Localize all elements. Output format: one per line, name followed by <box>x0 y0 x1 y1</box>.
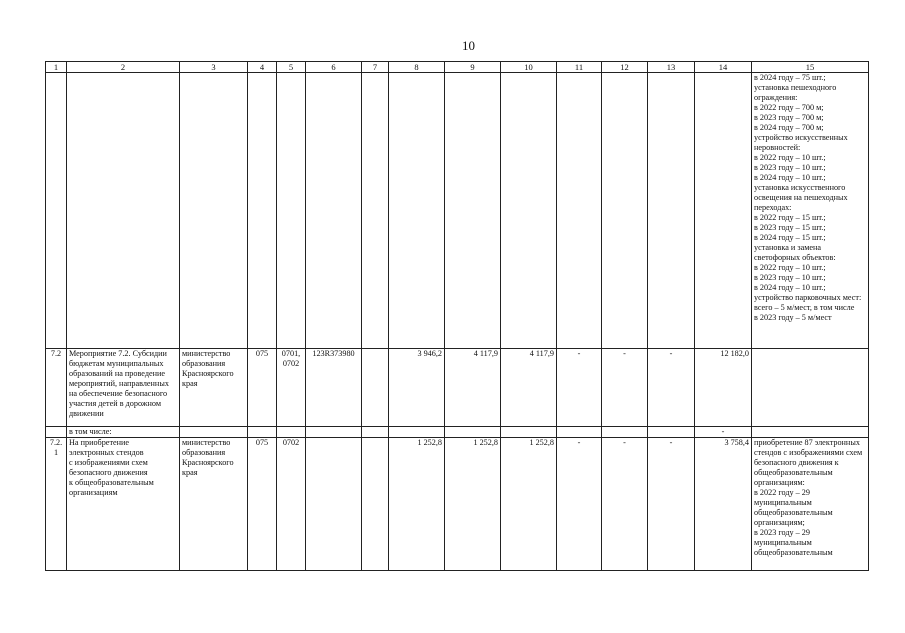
table-row-continuation <box>46 73 869 349</box>
result-line: в 2024 году – 10 шт.; <box>754 173 826 182</box>
header-col-2: 2 <box>67 62 180 73</box>
header-row <box>46 62 869 73</box>
col-11-value: - <box>557 349 602 427</box>
header-col-15: 15 <box>752 62 869 73</box>
result-line: установка пешеходного <box>754 83 837 92</box>
result-line: всего – 5 м/мест, в том числе <box>754 303 855 312</box>
expected-result <box>752 349 869 427</box>
col-13-value: - <box>648 438 695 571</box>
result-line: ограждения: <box>754 93 798 102</box>
result-line: освещения на пешеходных <box>754 193 848 202</box>
result-line: в 2022 году – 15 шт.; <box>754 213 826 222</box>
header-col-10: 10 <box>501 62 557 73</box>
section-code-value: 0701, 0702 <box>281 349 301 368</box>
header-col-3: 3 <box>180 62 248 73</box>
expense-type-code <box>362 349 389 427</box>
header-col-8: 8 <box>389 62 445 73</box>
amount-2022: 3 946,2 <box>389 349 445 427</box>
amount-2023: 4 117,9 <box>445 349 501 427</box>
responsible-agency: министерство образования Красноярского края <box>180 438 248 571</box>
target-article-code: 123R373980 <box>306 349 362 427</box>
amount-2023: 1 252,8 <box>445 438 501 571</box>
result-line: устройство парковочных мест: <box>754 293 862 302</box>
header-col-1: 1 <box>46 62 67 73</box>
result-line: в 2022 году – 700 м; <box>754 103 824 112</box>
row-number: 7.2 <box>46 349 67 427</box>
result-line: в 2023 году – 15 шт.; <box>754 223 826 232</box>
amount-2024: 4 117,9 <box>501 349 557 427</box>
result-line: в 2022 году – 10 шт.; <box>754 263 826 272</box>
section-code: 0702 <box>277 438 306 571</box>
total-amount: 3 758,4 <box>695 438 752 571</box>
total-amount: 12 182,0 <box>695 349 752 427</box>
col-12-value: - <box>602 438 648 571</box>
section-code <box>277 349 306 427</box>
continuation-result-cell <box>752 73 869 349</box>
header-col-5: 5 <box>277 62 306 73</box>
result-line: устройство искусственных <box>754 133 848 142</box>
result-line: в 2024 году – 700 м; <box>754 123 824 132</box>
expected-result-text: приобретение 87 электронных стендов с изображениями схем безопасного движения к общеобразовательным организациям: в 2022 году – 29 муниципальным общеобразовательным организациям; в 2023 году – 29 муниципальным общеобразовательным <box>754 438 863 557</box>
result-line: неровностей: <box>754 143 801 152</box>
table-row-7-2-1 <box>46 438 869 571</box>
grbs-code: 075 <box>248 349 277 427</box>
header-col-13: 13 <box>648 62 695 73</box>
result-line: в 2023 году – 5 м/мест <box>754 313 832 322</box>
col-11-value: - <box>557 438 602 571</box>
amount-2024: 1 252,8 <box>501 438 557 571</box>
result-line: установка и замена <box>754 243 822 252</box>
responsible-agency: министерство образования Красноярского края <box>180 349 248 427</box>
result-line: в 2023 году – 10 шт.; <box>754 273 826 282</box>
header-col-6: 6 <box>306 62 362 73</box>
table-row-including <box>46 427 869 438</box>
result-line: в 2024 году – 15 шт.; <box>754 233 826 242</box>
including-total: - <box>695 427 752 438</box>
col-12-value: - <box>602 349 648 427</box>
result-line: в 2024 году – 75 шт.; <box>754 73 826 82</box>
expense-type-code <box>362 438 389 571</box>
header-col-14: 14 <box>695 62 752 73</box>
result-line: установка искусственного <box>754 183 846 192</box>
result-line: переходах: <box>754 203 792 212</box>
result-line: в 2023 году – 700 м; <box>754 113 824 122</box>
header-col-4: 4 <box>248 62 277 73</box>
measure-name-text: На приобретение электронных стендов с изображениями схем безопасного движения к общеобразовательным организациям <box>69 438 154 497</box>
result-line: в 2024 году – 10 шт.; <box>754 283 826 292</box>
header-col-12: 12 <box>602 62 648 73</box>
program-table <box>45 61 869 571</box>
result-line: в 2022 году – 10 шт.; <box>754 153 826 162</box>
row-number: 7.2.1 <box>46 438 67 571</box>
grbs-code: 075 <box>248 438 277 571</box>
page-number: 10 <box>462 38 475 53</box>
target-article-code <box>306 438 362 571</box>
header-col-11: 11 <box>557 62 602 73</box>
table-row-7-2 <box>46 349 869 427</box>
amount-2022: 1 252,8 <box>389 438 445 571</box>
measure-name <box>67 438 180 571</box>
header-col-7: 7 <box>362 62 389 73</box>
header-col-9: 9 <box>445 62 501 73</box>
result-line: в 2023 году – 10 шт.; <box>754 163 826 172</box>
measure-name: Мероприятие 7.2. Субсидии бюджетам муниципальных образований на проведение мероприятий, направленных на обеспечение безопасного участия детей в дорожном движении <box>67 349 180 427</box>
col-13-value: - <box>648 349 695 427</box>
result-line: светофорных объектов: <box>754 253 836 262</box>
expected-result <box>752 438 869 571</box>
including-label: в том числе: <box>67 427 180 438</box>
